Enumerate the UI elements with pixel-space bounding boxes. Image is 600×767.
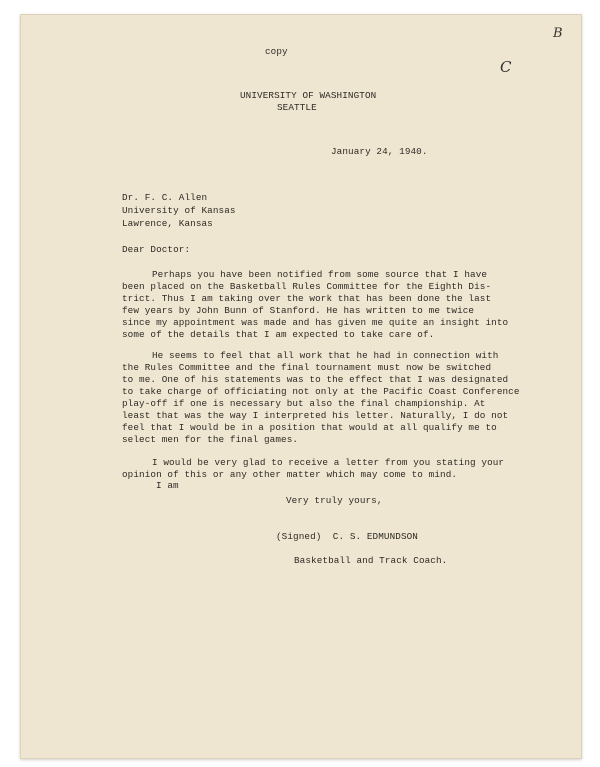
- body-line: opinion of this or any other matter which may come to mind.: [122, 469, 458, 480]
- body-line: few years by John Bunn of Stanford. He has written to me twice: [122, 305, 475, 316]
- body-line: since my appointment was made and has given me quite an insight into: [122, 317, 509, 328]
- body-line: the Rules Committee and the final tournament must now be switched: [122, 362, 492, 373]
- body-line: play-off if one is necessary but also the final championship. At: [122, 398, 486, 409]
- body-line: been placed on the Basketball Rules Committee for the Eighth Dis-: [122, 281, 492, 292]
- signer-title: Basketball and Track Coach.: [294, 555, 448, 566]
- body-line: to take charge of officiating not only at the Pacific Coast Conference: [122, 386, 520, 397]
- institution-heading: UNIVERSITY OF WASHINGTON: [240, 90, 377, 101]
- city-heading: SEATTLE: [277, 102, 317, 113]
- body-line: feel that I would be in a position that would at all qualify me to: [122, 422, 497, 433]
- body-line: trict. Thus I am taking over the work that has been done the last: [122, 293, 492, 304]
- recipient-address: Lawrence, Kansas: [122, 218, 213, 229]
- body-line: some of the details that I am expected to take care of.: [122, 329, 435, 340]
- complimentary-close: Very truly yours,: [286, 495, 383, 506]
- recipient-institution: University of Kansas: [122, 205, 236, 216]
- body-line: He seems to feel that all work that he had in connection with: [152, 350, 499, 361]
- body-line: to me. One of his statements was to the effect that I was designated: [122, 374, 509, 385]
- corner-handwritten-mark: B: [553, 26, 563, 41]
- recipient-name: Dr. F. C. Allen: [122, 192, 208, 203]
- body-line: Perhaps you have been notified from some source that I have: [152, 269, 488, 280]
- signature-line: (Signed) C. S. EDMUNDSON: [276, 531, 418, 542]
- handwritten-letter-mark: C: [500, 58, 512, 76]
- body-line: select men for the final games.: [122, 434, 299, 445]
- body-line: I would be very glad to receive a letter from you stating your: [152, 457, 505, 468]
- letter-date: January 24, 1940.: [331, 146, 428, 157]
- salutation: Dear Doctor:: [122, 244, 191, 255]
- copy-label: copy: [265, 46, 288, 57]
- body-line: least that was the way I interpreted his letter. Naturally, I do not: [122, 410, 509, 421]
- closing-line: I am: [156, 480, 179, 491]
